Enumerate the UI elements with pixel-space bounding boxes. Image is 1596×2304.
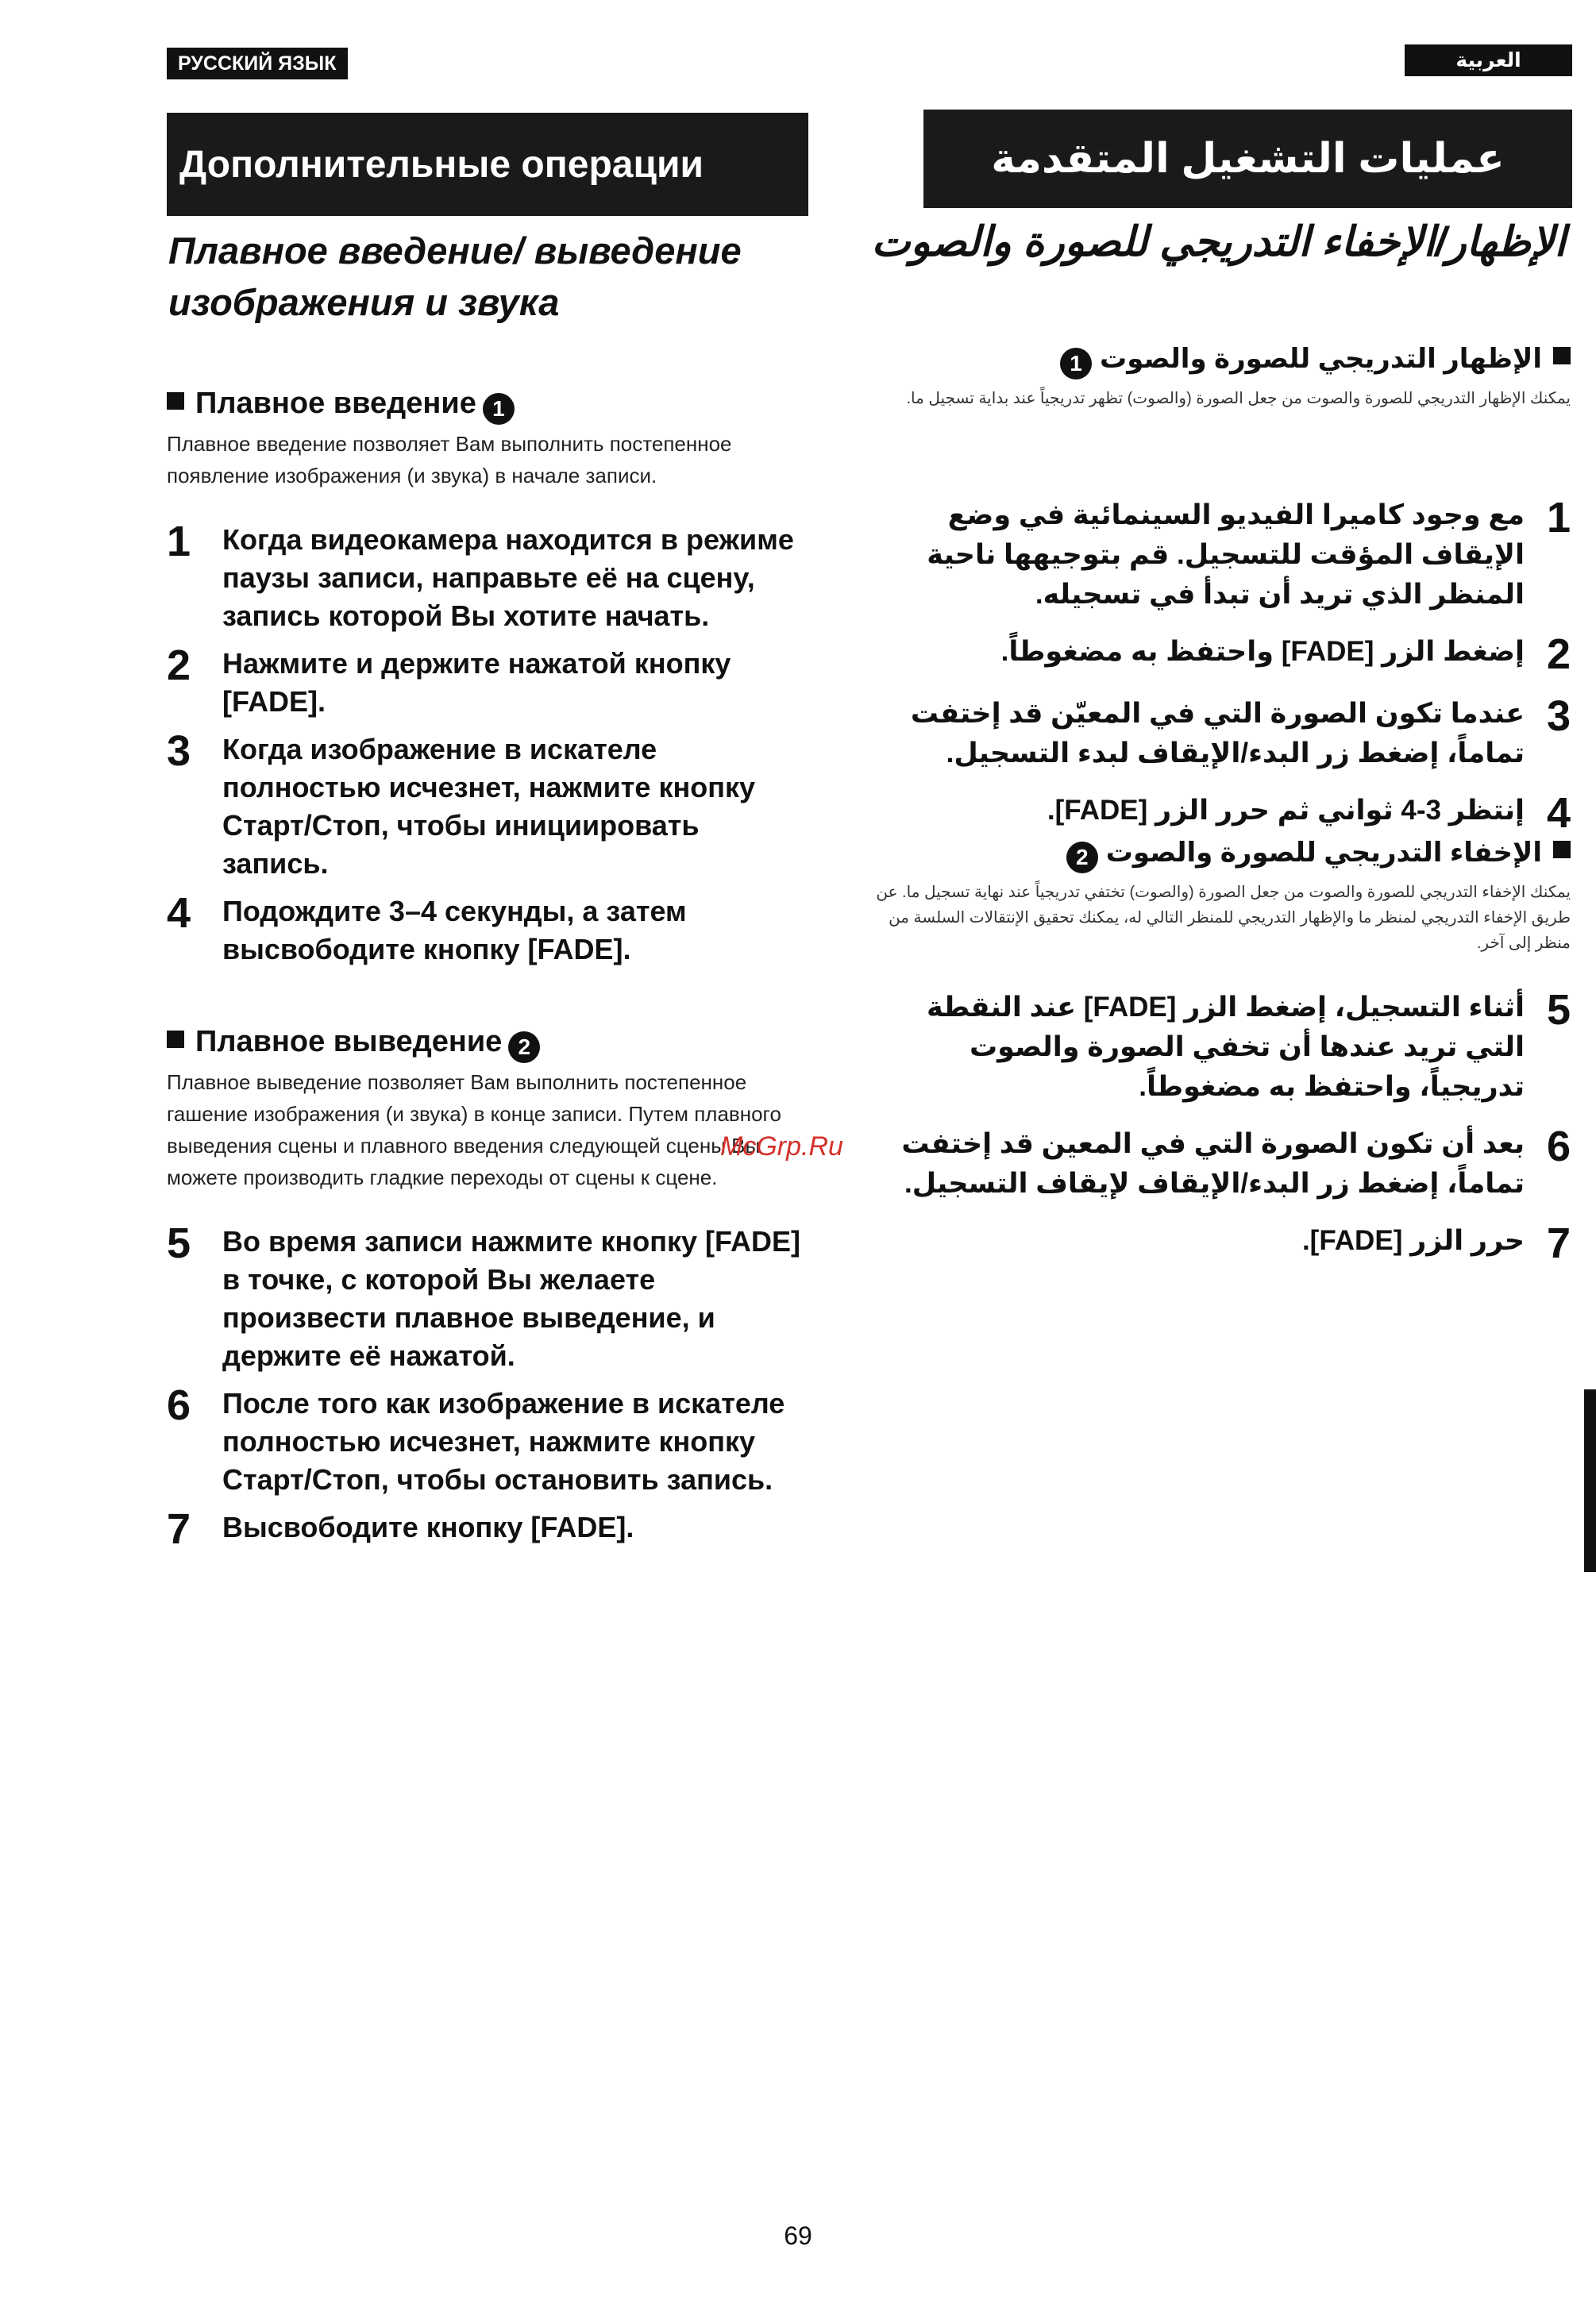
section-banner-label: Дополнительные операции <box>179 143 704 186</box>
fade-out-steps-russian <box>167 1219 810 1553</box>
step-3 <box>167 727 810 883</box>
step-text: عندما تكون الصورة التي في المعيّن قد إختفت تماماً، إضغط زر البدء/الإيقاف لبدء التسجيل. <box>910 698 1525 769</box>
fade-out-description: Плавное выведение позволяет Вам выполнить постепенное гашение изображения (и звука) в конце записи. Путем плавного выведения сцены и плавного введения следующей сцены Вы можете производить гладкие переходы от сцены к сцене. <box>167 1070 781 1189</box>
page-title-arabic: الإظهار/الإخفاء التدريجي للصورة والصوت <box>871 219 1566 265</box>
fade-out-description-arabic: يمكنك الإخفاء التدريجي للصورة والصوت من جعل الصورة (والصوت) تختفي تدريجياً عند نهاية تسجيل ما. عن طريق الإخفاء التدريجي لمنظر ما والإظهار التدريجي للمنظر التالي له، يمكنك تحقيق الإنتقالات السلسة من منظر إلى آخر. <box>876 884 1571 952</box>
step-number: 6 <box>1546 1123 1571 1170</box>
step-text: Когда видеокамера находится в режиме паузы записи, направьте её на сцену, запись которой Вы хотите начать. <box>222 523 794 632</box>
step-number: 1 <box>1546 494 1571 541</box>
fade-in-steps-russian <box>167 518 810 969</box>
step-number: 3 <box>167 727 191 775</box>
step-text: مع وجود كاميرا الفيديو السينمائية في وضع الإيقاف المؤقت للتسجيل. قم بتوجيهها ناحية المنظر الذي تريد أن تبدأ في تسجيله. <box>927 499 1525 610</box>
fade-in-heading-arabic <box>872 340 1571 380</box>
step-text: Во время записи нажмите кнопку [FADE] в точке, с которой Вы желаете произвести плавное выведение, и держите её нажатой. <box>222 1225 800 1372</box>
step-5-arabic <box>888 988 1571 1107</box>
step-7 <box>167 1505 810 1553</box>
step-text: إنتظر 3-4 ثواني ثم حرر الزر [FADE]. <box>1047 795 1525 826</box>
fade-in-description-arabic: يمكنك الإظهار التدريجي للصورة والصوت من جعل الصورة (والصوت) تظهر تدريجياً عند بداية تسجيل ما. <box>906 390 1571 407</box>
step-6-arabic <box>888 1124 1571 1204</box>
fade-out-steps-arabic <box>888 988 1571 1266</box>
page-title-russian: Плавное введение/ выведение изображения и звука <box>168 229 742 323</box>
step-4 <box>167 889 810 969</box>
fade-out-heading <box>167 1023 802 1063</box>
step-4-arabic <box>888 791 1571 835</box>
step-2-arabic <box>888 632 1571 676</box>
step-number: 5 <box>1546 986 1571 1034</box>
square-bullet-icon <box>1553 841 1571 858</box>
step-text: Когда изображение в искателе полностью исчезнет, нажмите кнопку Старт/Стоп, чтобы инициировать запись. <box>222 733 755 880</box>
step-number: 2 <box>1546 630 1571 678</box>
section-banner-label: عمليات التشغيل المتقدمة <box>991 136 1505 182</box>
step-3-arabic <box>888 694 1571 773</box>
step-text: حرر الزر [FADE]. <box>1301 1225 1525 1256</box>
number-1-badge-icon: 1 <box>1060 348 1092 380</box>
step-2 <box>167 641 810 721</box>
number-2-badge-icon: 2 <box>508 1031 540 1063</box>
fade-out-heading-arabic <box>872 834 1571 873</box>
step-number: 3 <box>1546 692 1571 740</box>
number-2-badge-icon: 2 <box>1066 842 1098 873</box>
step-text: Подождите 3–4 секунды, а затем высвободите кнопку [FADE]. <box>222 895 687 965</box>
fade-in-section-arabic <box>872 340 1571 411</box>
step-number: 4 <box>167 889 191 937</box>
section-banner-arabic <box>923 110 1572 208</box>
watermark: McGrp.Ru <box>720 1131 843 1162</box>
fade-in-steps-arabic <box>888 495 1571 835</box>
fade-in-heading-label: الإظهار التدريجي للصورة والصوت <box>1100 344 1542 374</box>
side-index-marker <box>1584 1389 1596 1572</box>
fade-in-heading-label: Плавное введение <box>195 387 476 420</box>
language-tag-russian: РУССКИЙ ЯЗЫК <box>167 48 348 79</box>
step-7-arabic <box>888 1221 1571 1266</box>
step-number: 1 <box>167 518 191 565</box>
square-bullet-icon <box>167 392 184 410</box>
square-bullet-icon <box>167 1031 184 1048</box>
fade-out-heading-label: Плавное выведение <box>195 1025 503 1058</box>
step-number: 2 <box>167 641 191 689</box>
number-1-badge-icon: 1 <box>483 393 515 425</box>
step-6 <box>167 1381 810 1499</box>
step-number: 4 <box>1546 789 1571 837</box>
step-number: 7 <box>167 1505 191 1553</box>
step-text: بعد أن تكون الصورة التي في المعين قد إختفت تماماً، إضغط زر البدء/الإيقاف لإيقاف التسجيل. <box>901 1128 1525 1199</box>
step-1 <box>167 518 810 635</box>
fade-in-section-russian <box>167 384 802 491</box>
square-bullet-icon <box>1553 347 1571 364</box>
section-banner-russian <box>167 113 808 216</box>
step-number: 6 <box>167 1381 191 1429</box>
step-text: إضغط الزر [FADE] واحتفظ به مضغوطاً. <box>1000 636 1525 667</box>
step-5 <box>167 1219 810 1375</box>
step-number: 5 <box>167 1219 191 1267</box>
step-number: 7 <box>1546 1219 1571 1267</box>
fade-out-heading-label: الإخفاء التدريجي للصورة والصوت <box>1105 838 1542 868</box>
fade-out-section-russian <box>167 1023 802 1193</box>
fade-out-section-arabic <box>872 834 1571 956</box>
step-text: أثناء التسجيل، إضغط الزر [FADE] عند النقطة التي تريد عندها أن تخفي الصورة والصوت تدريجياً، واحتفظ به مضغوطاً. <box>926 992 1525 1102</box>
fade-in-heading <box>167 384 802 425</box>
step-text: Высвободите кнопку [FADE]. <box>222 1511 634 1543</box>
step-text: После того как изображение в искателе полностью исчезнет, нажмите кнопку Старт/Стоп, чтобы остановить запись. <box>222 1387 785 1496</box>
page-number: 69 <box>784 2221 812 2250</box>
step-text: Нажмите и держите нажатой кнопку [FADE]. <box>222 647 731 718</box>
language-tag-arabic: العربية <box>1405 44 1572 76</box>
fade-in-description: Плавное введение позволяет Вам выполнить постепенное появление изображения (и звука) в начале записи. <box>167 432 732 487</box>
step-1-arabic <box>888 495 1571 615</box>
